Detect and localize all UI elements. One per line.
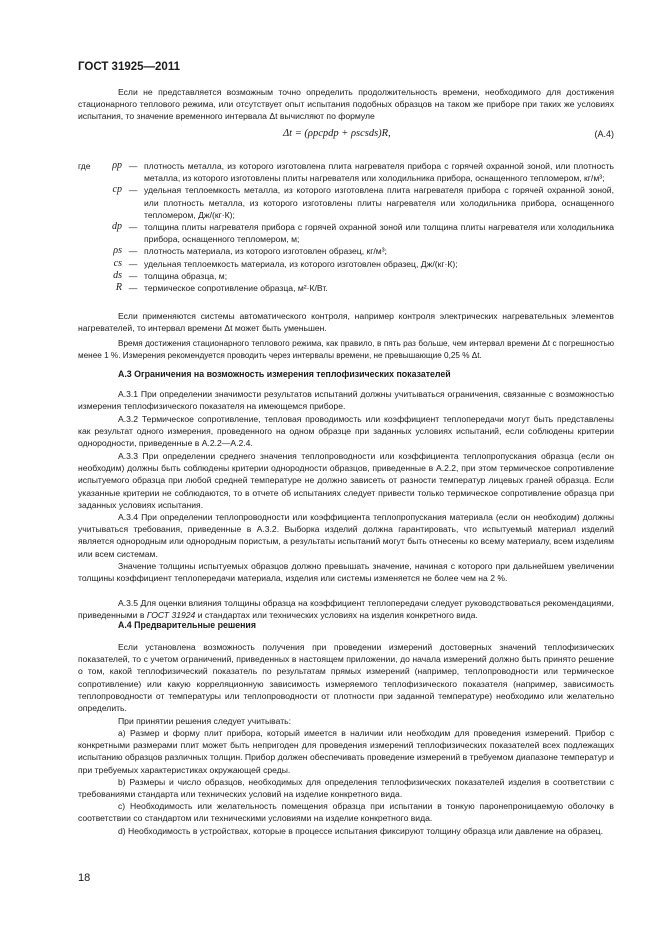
definition-symbol: cp: [112, 184, 122, 196]
definition-symbol: ds: [113, 269, 122, 281]
page-number: 18: [78, 872, 91, 884]
definitions-list: [78, 160, 614, 294]
definition-prefix: [78, 245, 96, 257]
definition-symbol: ρs: [113, 245, 122, 257]
definition-prefix: где: [78, 161, 91, 171]
definition-item: где ρp — плотность металла, из которого изготовлена плита нагревателя прибора с горячей охранной зоной, или плотность металла, из которого изготовлены плиты нагревателя или холодильника прибора, оснащенного тепломером, кг/м³;: [78, 160, 614, 184]
formula-number: (А.4): [594, 129, 614, 139]
paragraph-a4-a: а) Размер и форму плит прибора, который имеется в наличии или необходим для проведения измерений. Прибор с конкретными размерами плит может быть непригоден для проведения измерений теплофизических показателей всех подлежащих испытанию образцов различных толщин. Прибор должен обеспечивать проведение измерений в требуемом диапазоне температур и при требуемых характеристиках окружающей среды.: [78, 728, 614, 775]
definition-prefix: [78, 258, 96, 270]
intro-paragraph: Если не представляется возможным точно определить продолжительность времени, необходимого для достижения стационарного теплового режима, или отсутствует опыт испытания подобных образцов на таком же приборе при таких же условиях испытания, то значение временного интервала Δt вычисляют по формуле: [78, 87, 614, 122]
definition-symbol: dp: [112, 221, 122, 233]
section-title-a4: А.4 Предварительные решения: [118, 620, 256, 630]
auto-control-paragraph: Если применяются системы автоматического контроля, например контроля электрических нагревательных элементов нагревателей, то интервал времени Δt может быть уменьшен.: [78, 311, 614, 334]
paragraph-a4-c: c) Необходимость или желательность помещения образца при испытании в тонкую паронепроницаемую оболочку в соответствии со стандартом или техническими условиями на изделие конкретного вида.: [78, 801, 614, 824]
definition-text: толщина плиты нагревателя прибора с горячей охранной зоной или толщина плиты нагревателя или холодильника прибора, оснащенного тепломером, м;: [144, 222, 614, 245]
definition-item: R — термическое сопротивление образца, м²·К/Вт.: [78, 282, 614, 294]
definition-prefix: [78, 184, 96, 221]
document-header: ГОСТ 31925—2011: [78, 61, 180, 73]
paragraph-a4-1: Если установлена возможность получения при проведении измерений достоверных значений теплофизических показателей, то с учетом ограничений, приведенных в настоящем приложении, до начала измерений должно быть принято решение о том, какой теплофизический показатель по результатам прямых измерений (например, теплопроводности или термическое сопротивление) или какую корреляционную зависимость измеряемого теплофизического показателя (например, зависимость теплопроводности от температуры или теплопроводности от плотности при заданной температуре) необходимо или желательно определить.: [78, 642, 614, 714]
paragraph-a4-d: d) Необходимость в устройствах, которые в процессе испытания фиксируют толщину образца или давление на образец.: [118, 826, 603, 836]
definition-prefix: [78, 270, 96, 282]
paragraph-a4-b: b) Размеры и число образцов, необходимых для определения теплофизических показателей изделия в соответствии с требованиями стандарта или технических условий на изделие конкретного вида.: [78, 777, 614, 800]
time-paragraph: Время достижения стационарного теплового режима, как правило, в пять раз больше, чем интервал времени Δt с погрешностью менее 1 %. Измерения рекомендуется проводить через интервалы времени, не превышающие 0,25 % Δt.: [78, 339, 614, 361]
definition-prefix: [78, 282, 96, 294]
definition-text: удельная теплоемкость материала, из которого изготовлен образец, Дж/(кг·К);: [144, 258, 458, 269]
definition-prefix: [78, 221, 96, 245]
formula-expression: Δt = (ρpcpdp + ρscsds)R,: [283, 128, 391, 139]
paragraph-a3-4: А.3.4 При определении теплопроводности или коэффициента теплопропускания материала (если он необходим) должны учитываться требования, приведенные в А.3.2. Выборка изделий должна гарантировать, что испытуемый материал изделий является однородным или однородным пористым, а результаты испытаний могут быть отнесены ко всему материалу, всем изделиям или всем системам.: [78, 512, 614, 559]
definition-text: плотность материала, из которого изготовлен образец, кг/м³;: [144, 246, 387, 257]
paragraph-a3-1: А.3.1 При определении значимости результатов испытаний должны учитываться ограничения, связанные с возможностью измерения теплофизического показателя на имеющемся приборе.: [78, 389, 614, 412]
paragraph-a4-2: При принятии решения следует учитывать:: [118, 716, 292, 726]
definition-text: удельная теплоемкость металла, из которого изготовлена плита нагревателя прибора с горячей охранной зоной, или плотность металла, из которого изготовлены плиты нагревателя или холодильника прибора, оснащенного тепломером, Дж/(кг·К);: [144, 185, 614, 220]
paragraph-a3-2: А.3.2 Термическое сопротивление, тепловая проводимость или коэффициент теплопередачи могут быть представлены как результат одного измерения, проведенного на одном образце при заданных условиях испытаний, если соблюдены критерии однородности, приведенные в А.2.2—А.2.4.: [78, 414, 614, 449]
standard-reference: ГОСТ 31924: [146, 610, 196, 621]
definition-item: dp — толщина плиты нагревателя прибора с горячей охранной зоной или толщина плиты нагревателя или холодильника прибора, оснащенного тепломером, м;: [78, 221, 614, 245]
definition-item: ds — толщина образца, м;: [78, 270, 614, 282]
definition-symbol: cs: [113, 257, 122, 269]
paragraph-a3-3: А.3.3 При определении среднего значения теплопроводности или коэффициента теплопропускания образца (если он необходим) должны быть соблюдены критерии однородности образцов, приведенные в А.2.2, при этом термическое сопротивление испытуемого образца при любой средней температуре не должно зависеть от разности температур лицевых граней образца. Если указанные критерии не соблюдаются, то в отчете об испытаниях следует привести только термическое сопротивление образца при заданных условиях испытания.: [78, 451, 614, 510]
definition-item: ρs — плотность материала, из которого изготовлен образец, кг/м³;: [78, 245, 614, 257]
definition-text: толщина образца, м;: [144, 270, 228, 281]
paragraph-a3-5: А.3.5 Для оценки влияния толщины образца на коэффициент теплопередачи следует руководствоваться рекомендациями, приведенными в ГОСТ 31924 и стандартах или технических условиях на изделия конкретного вида.: [78, 598, 614, 621]
definition-text: термическое сопротивление образца, м²·К/Вт.: [144, 283, 328, 294]
formula-a4: [78, 128, 614, 146]
definition-item: cp — удельная теплоемкость металла, из которого изготовлена плита нагревателя прибора с горячей охранной зоной, или плотность металла, из которого изготовлены плиты нагревателя или холодильника прибора, оснащенного тепломером, Дж/(кг·К);: [78, 184, 614, 221]
definition-item: cs — удельная теплоемкость материала, из которого изготовлен образец, Дж/(кг·К);: [78, 258, 614, 270]
definition-text: плотность металла, из которого изготовлена плита нагревателя прибора с горячей охранной зоной, или плотность металла, из которого изготовлены плиты нагревателя или холодильника прибора, оснащенного тепломером, кг/м³;: [144, 161, 614, 184]
paragraph-a3-thickness: Значение толщины испытуемых образцов должно превышать значение, начиная с которого при дальнейшем увеличении толщины коэффициент теплопередачи материала, изделия или системы изменяется не более чем на 2 %.: [78, 561, 614, 584]
definition-symbol: R: [115, 282, 122, 294]
section-title-a3: А.3 Ограничения на возможность измерения теплофизических показателей: [118, 369, 451, 379]
definition-symbol: ρp: [112, 160, 122, 171]
